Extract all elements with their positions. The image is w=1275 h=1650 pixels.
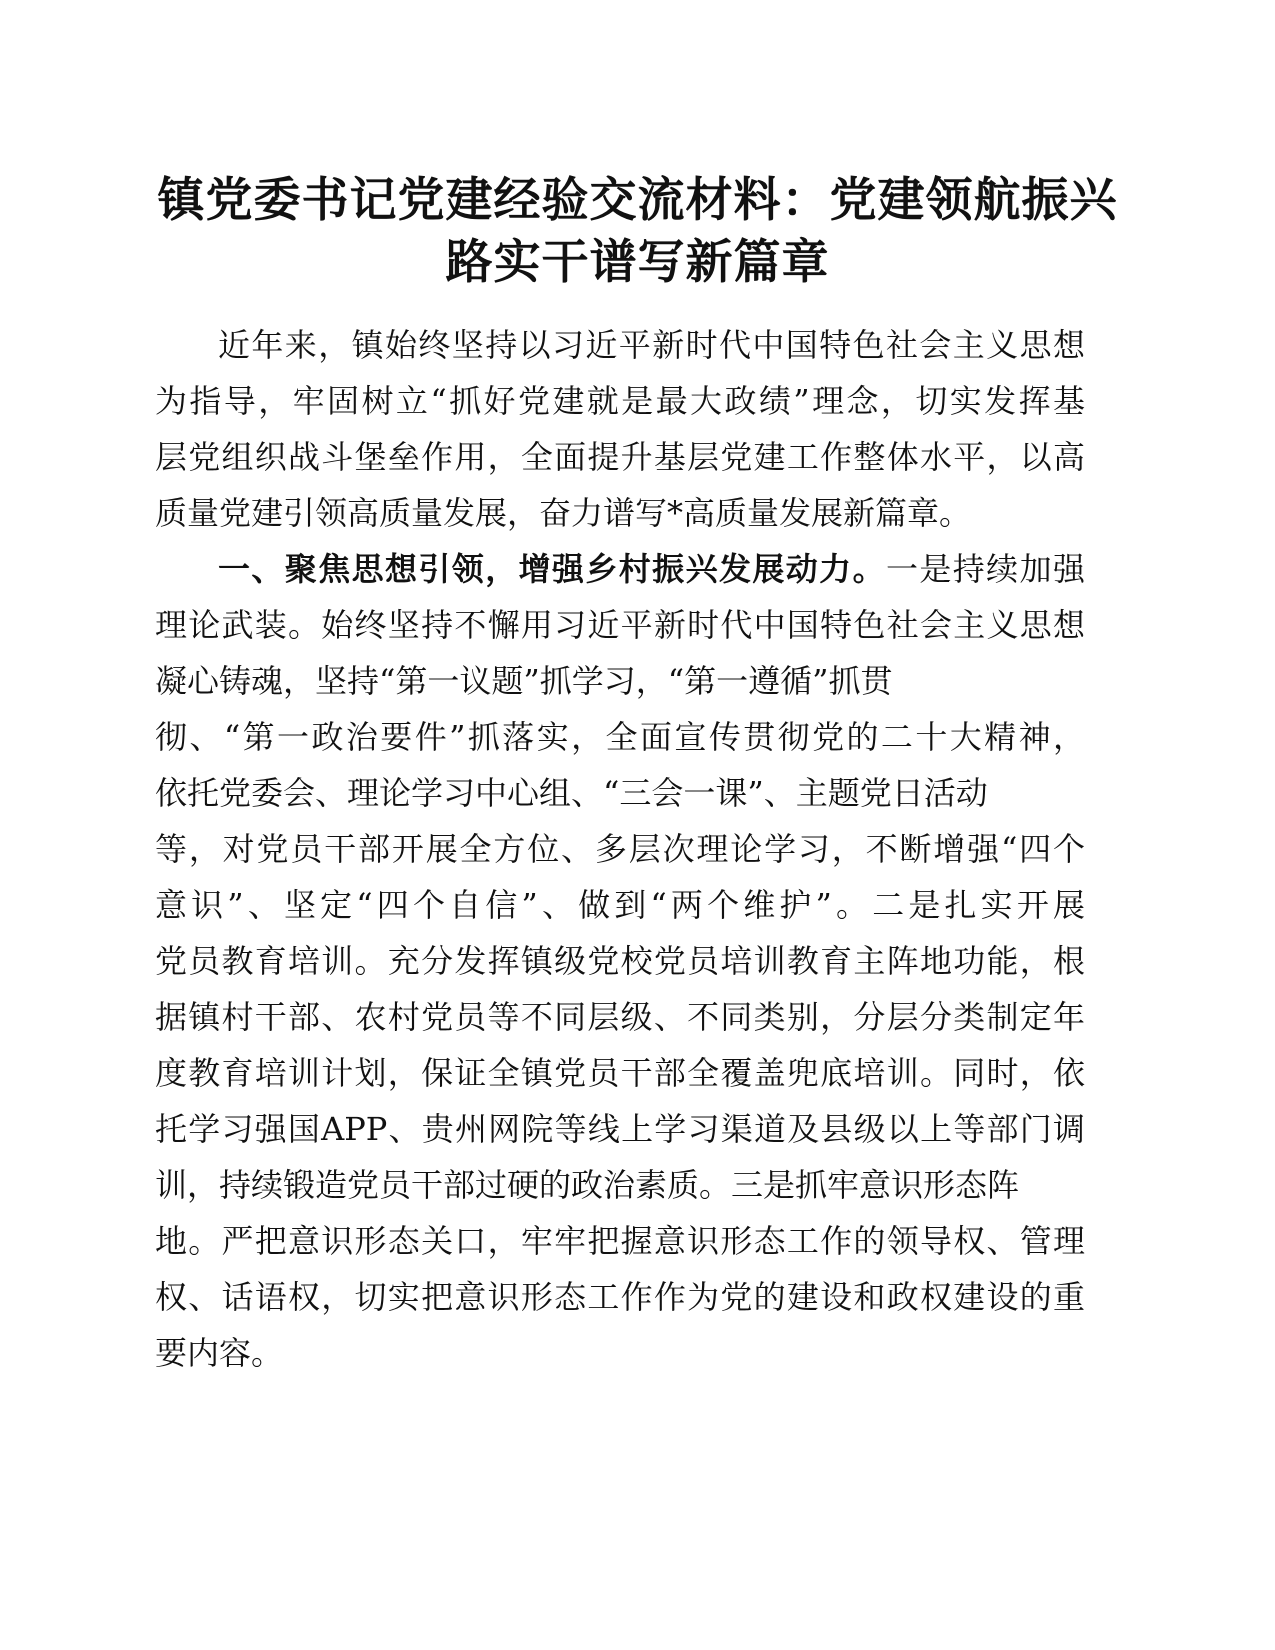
title-line-1: 镇党委书记党建经验交流材料：党建领航振兴	[157, 173, 1118, 228]
paragraph-line: 彻、“第一政治要件”抓落实，全面宣传贯彻党的二十大精神，	[155, 718, 1085, 756]
title-line-2: 路实干谱写新篇章	[445, 235, 830, 290]
paragraph-line: 要内容。	[155, 1334, 284, 1372]
paragraph-line: 质量党建引领高质量发展，奋力谱写*高质量发展新篇章。	[155, 494, 972, 532]
section-first-line	[155, 541, 1085, 597]
paragraph-line: 地。严把意识形态关口，牢牢把握意识形态工作的领导权、管理	[155, 1222, 1085, 1260]
paragraph-line: 理论武装。始终坚持不懈用习近平新时代中国特色社会主义思想	[155, 606, 1085, 644]
paragraph-line: 层党组织战斗堡垒作用，全面提升基层党建工作整体水平，以高	[155, 438, 1085, 476]
paragraph-intro	[155, 317, 1085, 541]
document-body	[155, 317, 1085, 1381]
section-heading: 一、聚焦思想引领，增强乡村振兴发展动力。	[218, 550, 886, 588]
paragraph-section-one	[155, 541, 1085, 1381]
paragraph-line: 为指导，牢固树立“抓好党建就是最大政绩”理念，切实发挥基	[155, 382, 1085, 420]
paragraph-line: 据镇村干部、农村党员等不同层级、不同类别，分层分类制定年	[155, 998, 1085, 1036]
paragraph-line: 托学习强国APP、贵州网院等线上学习渠道及县级以上等部门调	[155, 1110, 1085, 1148]
paragraph-line: 依托党委会、理论学习中心组、“三会一课”、主题党日活动	[155, 774, 988, 812]
paragraph-line: 训，持续锻造党员干部过硬的政治素质。三是抓牢意识形态阵	[155, 1166, 1020, 1204]
paragraph-line: 度教育培训计划，保证全镇党员干部全覆盖兜底培训。同时，依	[155, 1054, 1085, 1092]
paragraph-line: 近年来，镇始终坚持以习近平新时代中国特色社会主义思想	[218, 326, 1085, 364]
paragraph-line: 等，对党员干部开展全方位、多层次理论学习，不断增强“四个	[155, 830, 1085, 868]
paragraph-line: 凝心铸魂，坚持“第一议题”抓学习，“第一遵循”抓贯	[155, 662, 893, 700]
paragraph-line: 党员教育培训。充分发挥镇级党校党员培训教育主阵地功能，根	[155, 942, 1085, 980]
paragraph-line: 权、话语权，切实把意识形态工作作为党的建设和政权建设的重	[155, 1278, 1085, 1316]
section-first-line-text: 一是持续加强	[885, 550, 1085, 588]
paragraph-line: 意识”、坚定“四个自信”、做到“两个维护”。二是扎实开展	[155, 886, 1085, 924]
document-title	[140, 170, 1135, 294]
